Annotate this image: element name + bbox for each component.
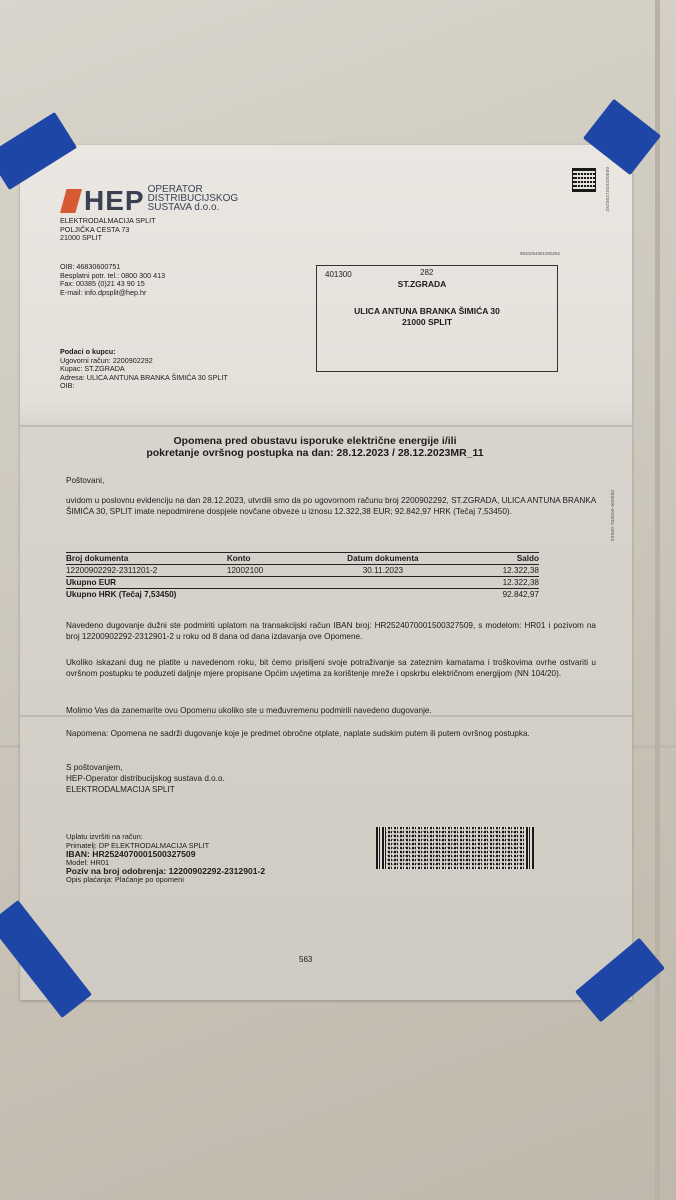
col-header: Konto [227, 553, 322, 565]
tracking-number: 9520294891000282 [520, 251, 561, 256]
page-number: 563 [299, 955, 313, 964]
sender-city: 21000 SPLIT [60, 233, 102, 243]
recipient-street: ULICA ANTUNA BRANKA ŠIMIĆA 30 [354, 306, 500, 316]
logo-sub-line: DISTRIBUCIJSKOG [147, 193, 239, 204]
sender-address [60, 217, 155, 243]
sender-street: POLJIČKA CESTA 73 [60, 224, 130, 234]
sender-fax: Fax: 00385 (0)21 43 90 15 [60, 279, 145, 289]
payment-description: Opis plaćanja: Plaćanje po opomeni [66, 874, 184, 884]
document-table [66, 552, 539, 600]
lightning-mark-icon [60, 189, 82, 213]
note-paragraph: Napomena: Opomena ne sadrži dugovanje koje je predmet obročne otplate, naplate sudskim putem ili putem ovršnog postupka. [66, 729, 530, 738]
notice-title [80, 435, 550, 459]
table-row [66, 565, 539, 577]
sender-email: E-mail: info.dpsplit@hep.hr [60, 287, 147, 297]
customer-oib: OIB: [60, 381, 75, 391]
total-eur-row [66, 577, 539, 589]
col-header: Saldo [444, 553, 539, 565]
payment-reference: Poziv na broj odobrenja: 12200902292-2312901-2 [66, 866, 266, 876]
cell-saldo: 12.322,38 [502, 566, 539, 575]
total-eur-value: 12.322,38 [444, 577, 539, 589]
pdf417-barcode [376, 827, 534, 869]
total-hrk-label: Ukupno HRK (Tečaj 7,53450) [66, 589, 444, 601]
col-header: Broj dokumenta [66, 553, 227, 565]
customer-heading: Podaci o kupcu: [60, 347, 116, 356]
sender-oib: OIB: 46830600751 [60, 262, 121, 271]
warning-paragraph: Ukoliko iskazani dug ne platite u navedenom roku, bit ćemo prisiljeni svoje potraživanje sa zateznim kamatama i troškovima ovrhe ostvariti u ovršnom postupku te poduzeti daljnje mjere propisane Općim uvjetima za korištenje mreže i opskrbu električnom energijom (NN 104/20). [66, 658, 596, 678]
logo-sub-line: OPERATOR [147, 184, 203, 195]
recipient-address-box [316, 265, 558, 372]
signature-unit: ELEKTRODALMACIJA SPLIT [66, 785, 175, 794]
side-code-top: 0000020201200282 [605, 167, 610, 212]
ignore-paragraph: Molimo Vas da zanemarite ovu Opomenu ukoliko ste u međuvremenu podmirili navedeno dugovanje. [66, 706, 432, 715]
signature-block [66, 762, 616, 795]
notice-title-line1: Opomena pred obustavu isporuke električne energije i/ili [173, 435, 457, 447]
datamatrix-code [573, 169, 595, 191]
sender-name: ELEKTRODALMACIJA SPLIT [60, 216, 156, 225]
sender-phone: Besplatni potr. tel.: 0800 300 413 [60, 270, 166, 280]
side-code-mid: 000000-000001-00563 [610, 490, 615, 542]
col-header: Datum dokumenta [321, 553, 444, 565]
table-header [66, 553, 539, 565]
recipient-code-right: 282 [420, 268, 434, 277]
hep-logo [60, 184, 239, 216]
customer-buyer: Kupac: ST.ZGRADA [60, 364, 125, 374]
signature-company: HEP-Operator distribucijskog sustava d.o.o. [66, 774, 225, 783]
logo-sub-line: SUSTAVA d.o.o. [147, 202, 220, 213]
payment-model: Model: HR01 [66, 857, 110, 867]
total-hrk-value: 92.842,97 [444, 589, 539, 601]
tile-grout-vertical [655, 0, 660, 1200]
total-eur-label: Ukupno EUR [66, 577, 444, 589]
logo-text: HEP [84, 185, 145, 216]
payment-iban: IBAN: HR2524070001500327509 [66, 849, 196, 859]
payment-paragraph: Navedeno dugovanje dužni ste podmiriti uplatom na transakcijski račun IBAN broj: HR2524070001500327509, s modelom: HR01 i pozivom na broj 12200902292-2312901-2 u roku od 8 dana od dana izdavanja ove Opomene. [66, 621, 596, 641]
payment-recipient: Primatelj: DP ELEKTRODALMACIJA SPLIT [66, 840, 210, 850]
sender-contact [60, 263, 165, 297]
recipient-name: ST.ZGRADA [397, 279, 447, 289]
payment-instructions [66, 833, 265, 884]
customer-data [60, 348, 228, 391]
signature-closing: S poštovanjem, [66, 763, 123, 772]
notice-title-line2: pokretanje ovršnog postupka na dan: 28.12.2023 / 28.12.2023MR_11 [146, 447, 484, 459]
customer-account: Ugovorni račun: 2200902292 [60, 355, 153, 365]
logo-subtitle [148, 185, 239, 212]
cell-document-number: 12200902292-2311201-2 [66, 566, 158, 575]
customer-address: Adresa: ULICA ANTUNA BRANKA ŠIMIĆA 30 SPLIT [60, 372, 228, 382]
cell-konto: 12002100 [226, 566, 264, 575]
recipient-code-left: 401300 [325, 270, 352, 279]
total-hrk-row [66, 589, 539, 601]
cell-date: 30.11.2023 [362, 566, 404, 575]
fold-line-top [20, 425, 632, 427]
intro-paragraph: uvidom u poslovnu evidenciju na dan 28.12.2023, utvrdili smo da po ugovornom računu broj 2200902292, ST.ZGRADA, ULICA ANTUNA BRANKA ŠIMIĆA 30, SPLIT imate nepodmirene dospjele novčane obveze u iznosu 12.322,38 EUR; 92.842,97 HRK (Tečaj 7,53450). [66, 496, 596, 516]
recipient-city: 21000 SPLIT [401, 317, 453, 327]
greeting: Poštovani, [66, 476, 105, 485]
payment-heading: Uplatu izvršiti na račun: [66, 832, 143, 841]
document-page [20, 145, 632, 1000]
